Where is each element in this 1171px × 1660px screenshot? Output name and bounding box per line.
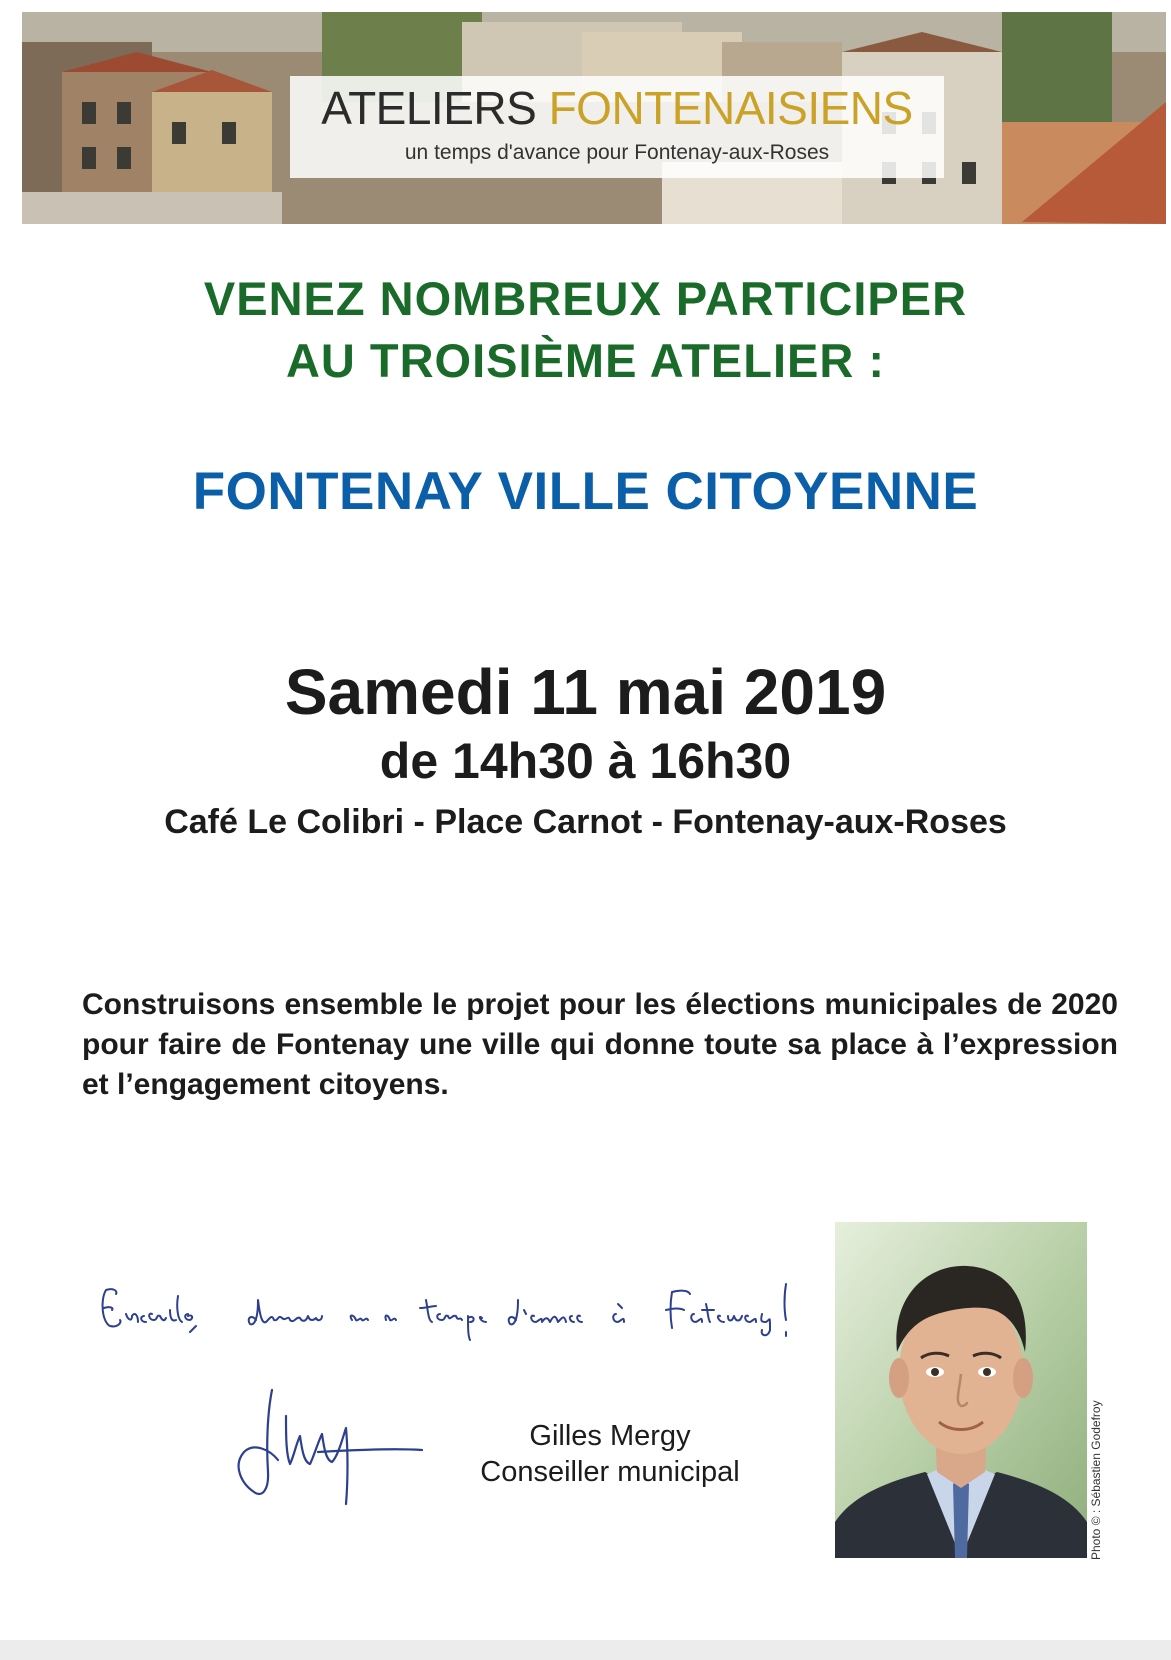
headline-line-2: AU TROISIÈME ATELIER : <box>285 334 886 387</box>
handwritten-note <box>96 1270 816 1360</box>
banner-title-ateliers: ATELIERS <box>321 82 537 134</box>
signature <box>222 1380 432 1510</box>
banner-title-fontenaisiens: FONTENAISIENS <box>548 82 913 134</box>
headline-line-1: VENEZ NOMBREUX PARTICIPER <box>203 272 968 325</box>
portrait-photo <box>835 1222 1087 1558</box>
signatory-name: Gilles Mergy <box>529 1420 691 1452</box>
banner-title-box <box>290 76 944 178</box>
event-time: de 14h30 à 16h30 <box>379 733 792 789</box>
description-paragraph: Construisons ensemble le projet pour les élections municipales de 2020 pour faire de Fontenay une ville qui donne toute sa place à l’expression et l’engagement citoyens. <box>82 988 1118 1101</box>
banner-title <box>290 82 944 134</box>
signatory-role: Conseiller municipal <box>480 1456 740 1488</box>
event-date: Samedi 11 mai 2019 <box>284 656 887 728</box>
bottom-edge-bar <box>0 1640 1171 1660</box>
header-banner <box>22 12 1166 224</box>
workshop-theme: FONTENAY VILLE CITOYENNE <box>192 462 979 521</box>
banner-subtitle: un temps d'avance pour Fontenay-aux-Roses <box>404 141 830 164</box>
event-location: Café Le Colibri - Place Carnot - Fontenay-aux-Roses <box>164 803 1007 841</box>
photo-credit: Photo © : Sébastien Godefroy <box>1089 1400 1103 1560</box>
